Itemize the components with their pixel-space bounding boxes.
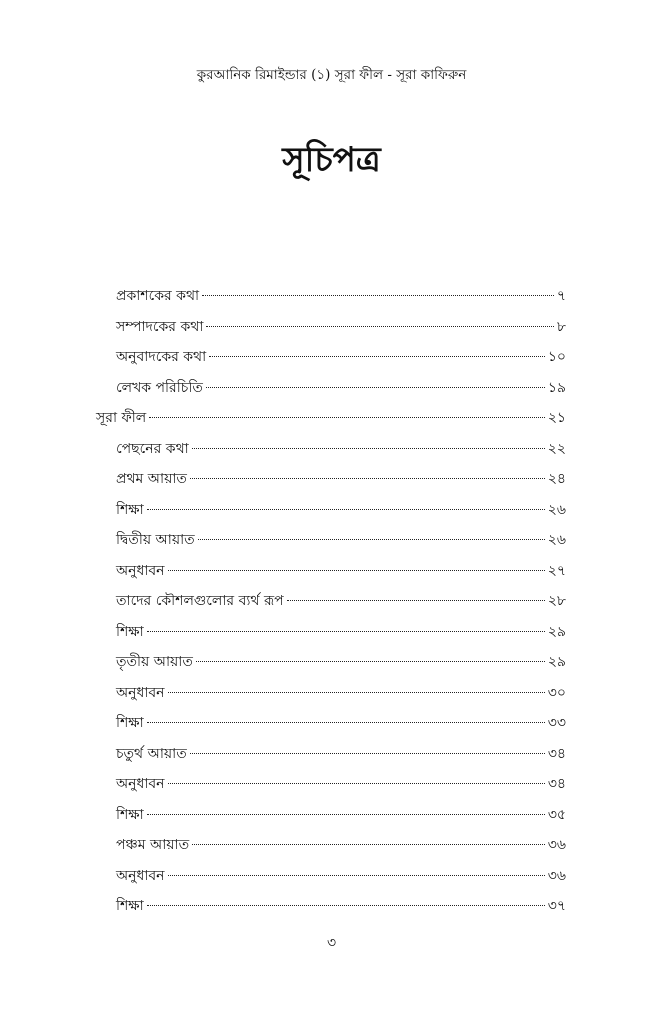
dot-leader <box>190 753 545 754</box>
toc-entry <box>0 434 663 465</box>
toc-entry-label: শিক্ষা <box>116 898 144 914</box>
dot-leader <box>147 814 545 815</box>
toc-entry <box>0 525 663 556</box>
page-number: ৩ <box>326 935 337 951</box>
toc-entry-label: অনুধাবন <box>116 867 165 884</box>
toc-entry <box>0 739 663 770</box>
toc-entry <box>0 800 663 831</box>
toc-entry-label: শিক্ষা <box>116 715 144 731</box>
toc-entry <box>0 617 663 648</box>
toc-entry <box>0 830 663 861</box>
toc-entry-page: ৩৭ <box>547 898 566 914</box>
toc-entry-label: অনুধাবন <box>116 684 165 701</box>
toc-entry-label: শিক্ষা <box>116 623 144 640</box>
toc-entry-page: ৩০ <box>547 684 566 701</box>
toc-entry <box>0 708 663 739</box>
toc-entry <box>0 312 663 343</box>
toc-entry-page: ২৬ <box>547 532 566 548</box>
toc-entry-page: ২৯ <box>547 623 566 640</box>
toc-entry <box>0 556 663 587</box>
dot-leader <box>168 783 545 784</box>
dot-leader <box>192 844 545 845</box>
toc-entry <box>0 342 663 373</box>
toc-entry-page: ২৮ <box>547 593 566 609</box>
dot-leader <box>196 661 545 662</box>
toc-entry <box>0 403 663 434</box>
toc-entry-label: প্রথম আয়াত <box>116 471 187 487</box>
dot-leader <box>192 448 545 449</box>
toc-entry-label: অনুবাদকের কথা <box>116 349 207 365</box>
toc-entry-page: ২৭ <box>547 562 566 579</box>
dot-leader <box>198 539 545 540</box>
toc-entry-page: ২৪ <box>547 471 566 487</box>
toc-entry-page: ৩৪ <box>547 745 566 762</box>
dot-leader <box>287 600 545 601</box>
toc-entry-label: সূরা ফীল <box>96 410 147 426</box>
dot-leader <box>168 692 545 693</box>
toc-entry-label: শিক্ষা <box>116 501 144 518</box>
toc-entry <box>0 647 663 678</box>
toc-entry <box>0 678 663 709</box>
toc-entry <box>0 373 663 404</box>
toc-entry-page: ৩৬ <box>547 867 566 884</box>
toc-entry-page: ৩৩ <box>547 715 566 731</box>
toc-entry-label: লেখক পরিচিতি <box>116 379 203 396</box>
toc-entry-label: দ্বিতীয় আয়াত <box>116 532 195 548</box>
toc-entry-label: পঞ্চম আয়াত <box>116 837 190 853</box>
page-title: সূচিপত্র <box>282 140 381 180</box>
dot-leader <box>168 570 545 571</box>
toc-entry-page: ৩৬ <box>547 837 566 853</box>
toc-entry <box>0 586 663 617</box>
table-of-contents <box>0 281 663 922</box>
toc-entry-label: শিক্ষা <box>116 806 144 823</box>
toc-entry-page: ২১ <box>547 410 566 426</box>
dot-leader <box>147 905 545 906</box>
toc-entry-page: ৮ <box>556 318 566 335</box>
toc-entry <box>0 769 663 800</box>
dot-leader <box>149 417 545 418</box>
toc-entry <box>0 891 663 922</box>
dot-leader <box>206 387 545 388</box>
toc-entry-label: প্রকাশকের কথা <box>116 288 200 304</box>
toc-entry <box>0 495 663 526</box>
toc-entry <box>0 861 663 892</box>
dot-leader <box>190 478 545 479</box>
toc-entry-page: ২২ <box>547 440 566 457</box>
dot-leader <box>206 326 554 327</box>
dot-leader <box>147 631 545 632</box>
toc-entry-label: পেছনের কথা <box>116 440 189 457</box>
dot-leader <box>168 875 545 876</box>
toc-entry-label: সম্পাদকের কথা <box>116 318 204 335</box>
dot-leader <box>147 509 545 510</box>
toc-entry-label: তৃতীয় আয়াত <box>116 654 193 670</box>
toc-entry-page: ১৯ <box>547 379 566 396</box>
toc-entry <box>0 464 663 495</box>
toc-entry-page: ৩৪ <box>547 776 566 792</box>
toc-entry-page: ২৯ <box>547 654 566 670</box>
toc-entry-page: ৭ <box>556 288 566 304</box>
dot-leader <box>147 722 545 723</box>
toc-entry-label: তাদের কৌশলগুলোর ব্যর্থ রূপ <box>116 593 284 609</box>
toc-entry-page: ১০ <box>547 349 566 365</box>
toc-entry-label: অনুধাবন <box>116 562 165 579</box>
toc-entry-page: ৩৫ <box>547 806 566 823</box>
toc-entry-page: ২৬ <box>547 501 566 518</box>
running-header: কুরআনিক রিমাইন্ডার (১) সূরা ফীল - সূরা কাফিরুন <box>196 67 467 83</box>
dot-leader <box>209 356 545 357</box>
toc-entry <box>0 281 663 312</box>
toc-entry-label: অনুধাবন <box>116 776 165 792</box>
toc-entry-label: চতুর্থ আয়াত <box>116 745 187 762</box>
dot-leader <box>202 295 554 296</box>
